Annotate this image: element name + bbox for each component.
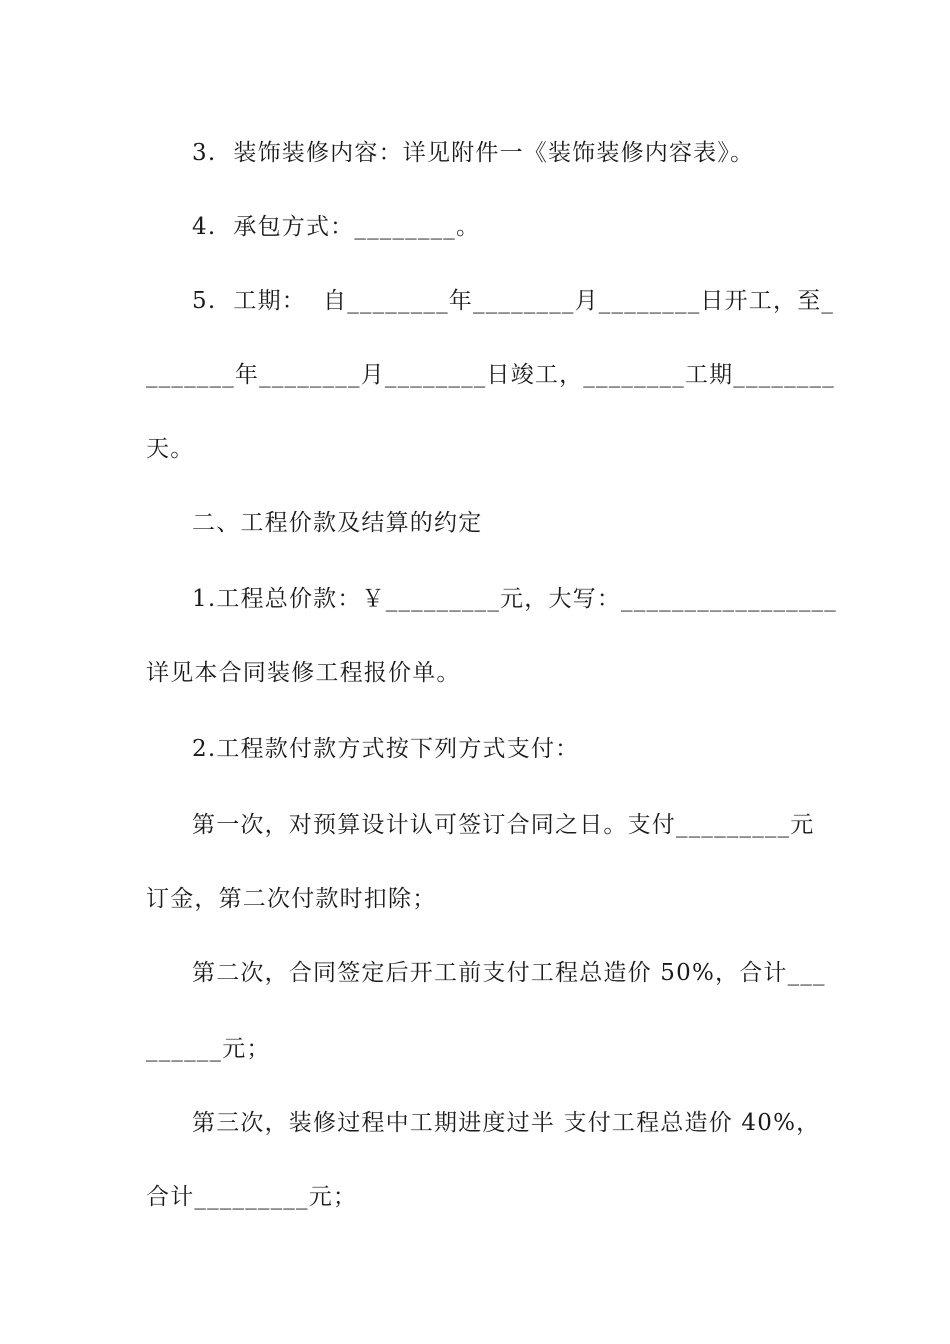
third-payment-continued: 合计_________元； xyxy=(146,1184,358,1210)
first-payment-continued: 订金，第二次付款时扣除； xyxy=(146,886,437,912)
section-2-heading: 二、工程价款及结算的约定 xyxy=(192,510,483,536)
item-4-contract-method: 4. 承包方式：________。 xyxy=(192,214,481,240)
total-price-line: 1.工程总价款：￥_________元，大写：_________________ xyxy=(192,586,837,612)
item-3-decoration-content: 3. 装饰装修内容：详见附件一《装饰装修内容表》。 xyxy=(192,140,755,166)
total-price-continued: 详见本合同装修工程报价单。 xyxy=(146,660,461,686)
payment-method-line: 2.工程款付款方式按下列方式支付： xyxy=(192,736,580,762)
construction-period-end: 天。 xyxy=(146,436,195,462)
item-5-construction-period: 5. 工期： 自________年________月________日开工，至_ xyxy=(192,288,835,314)
second-payment-line: 第二次，合同签定后开工前支付工程总造价 50%，合计___ xyxy=(192,960,826,986)
construction-period-continued: _______年________月________日竣工，________工期________ xyxy=(146,362,835,388)
first-payment-line: 第一次，对预算设计认可签订合同之日。支付_________元 xyxy=(192,812,815,838)
third-payment-line: 第三次，装修过程中工期进度过半 支付工程总造价 40%， xyxy=(192,1110,821,1136)
second-payment-continued: ______元； xyxy=(146,1036,271,1062)
